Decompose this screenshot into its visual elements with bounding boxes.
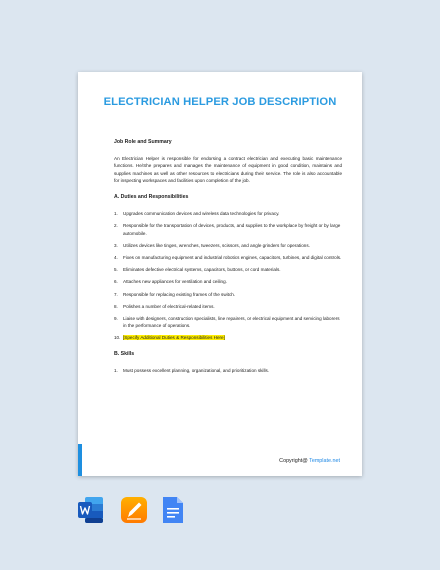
- copyright-footer: [279, 458, 340, 464]
- duty-number: 3.: [114, 242, 118, 248]
- duty-item: [114, 222, 342, 236]
- document-page: [78, 72, 362, 476]
- duty-text: Responsible for replacing existing frames of the switch.: [123, 291, 236, 297]
- skill-number: 1.: [114, 367, 118, 373]
- duties-heading: A. Duties and Responsibilities: [114, 194, 189, 201]
- duty-item: [114, 303, 342, 310]
- skill-text: Must possess excellent planning, organizational, and prioritization skills.: [123, 367, 270, 373]
- duty-number: 8.: [114, 303, 118, 309]
- duty-number: 1.: [114, 211, 118, 217]
- skills-heading: B. Skills: [114, 350, 135, 357]
- duty-item: [114, 315, 342, 329]
- template-brand-link[interactable]: Template.net: [309, 458, 340, 464]
- duty-number: 6.: [114, 279, 118, 285]
- duty-number: 4.: [114, 255, 118, 261]
- duty-number: 9.: [114, 316, 118, 322]
- duty-item: [114, 334, 342, 341]
- duty-item: [114, 266, 342, 273]
- duty-number: 7.: [114, 291, 118, 297]
- duty-item: [114, 254, 342, 261]
- placeholder-highlight: [Specify Additional Duties & Responsibilities Here]: [123, 335, 225, 341]
- duty-item: [114, 210, 342, 217]
- duty-number: 10.: [114, 335, 121, 341]
- duty-text: Fixes on manufacturing equipment and industrial robotics engines, capacitors, turbines, and digital controls.: [123, 255, 342, 261]
- duty-item: [114, 242, 342, 249]
- document-content: [114, 139, 342, 374]
- duty-number: 2.: [114, 223, 118, 229]
- duty-text: Responsible for the transportation of devices, products, and supplies to the workplace by freight or by large automobile.: [123, 223, 341, 236]
- word-icon[interactable]: [77, 495, 105, 525]
- duty-text: Upgrades communication devices and wireless data technologies for privacy.: [123, 211, 280, 217]
- role-heading: Job Role and Summary: [114, 139, 172, 145]
- skill-item: [114, 367, 342, 374]
- duty-number: 5.: [114, 267, 118, 273]
- duty-text: Eliminates defective electrical systems, capacitors, buttons, or cord materials.: [123, 267, 281, 273]
- copyright-label: Copyright@: [279, 458, 308, 464]
- document-title: ELECTRICIAN HELPER JOB DESCRIPTION: [103, 96, 337, 108]
- google-docs-icon[interactable]: [159, 495, 187, 525]
- duty-text: Utilizes devices like tinges, wrenches, tweezers, scissors, and angle grinders for operations.: [123, 242, 310, 248]
- accent-bar: [78, 444, 82, 476]
- duty-text: Liaise with designers, construction specialists, line repairers, or electrical equipment and servicing laborers in the performance of operations.: [123, 316, 340, 329]
- pages-icon[interactable]: [120, 495, 148, 525]
- duty-text: Attaches new appliances for ventilation and ceiling.: [123, 279, 227, 285]
- summary-paragraph: An Electrician Helper is responsible for endorsing a contract electrician and executing basic maintenance functions. He/She prepares and manages the maintenance of equipment in good condition, maintains and supplies machines as well as other resources to electricians during their service. The role is also accountable for inspecting workspaces and facilities upon completion of the job.: [114, 156, 342, 183]
- duty-text: Polishes a number of electrical-related items.: [123, 303, 215, 309]
- duty-item: [114, 291, 342, 298]
- duty-item: [114, 278, 342, 285]
